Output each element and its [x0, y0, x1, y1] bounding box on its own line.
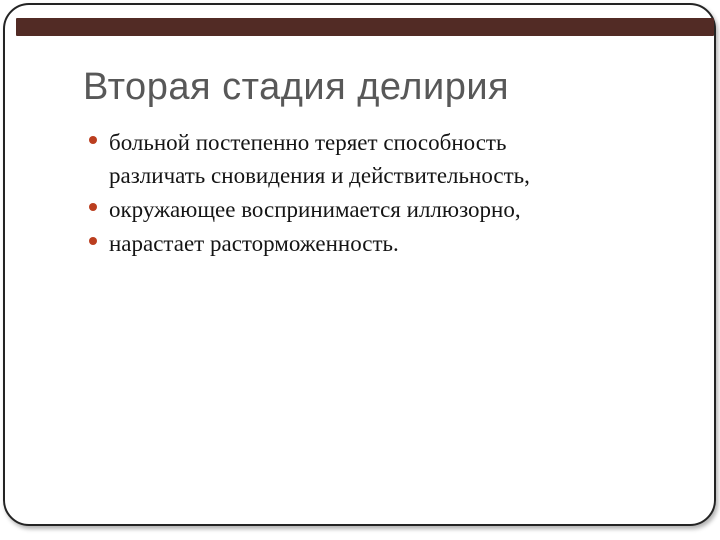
bullet-text: нарастает расторможенность. — [109, 231, 399, 256]
bullet-dot-icon — [89, 203, 97, 211]
bullet-text: больной постепенно теряет способность различать сновидения и действительность, — [109, 130, 530, 188]
bullet-item — [85, 193, 565, 226]
bullet-text: окружающее воспринимается иллюзорно, — [109, 197, 521, 222]
bullet-dot-icon — [89, 237, 97, 245]
slide-title: Вторая стадия делирия — [83, 66, 510, 108]
bullet-item — [85, 227, 565, 260]
top-accent-bar — [16, 18, 714, 36]
bullet-dot-icon — [89, 136, 97, 144]
bullet-item — [85, 126, 565, 192]
slide-frame — [3, 3, 716, 526]
bullet-list — [85, 126, 565, 261]
